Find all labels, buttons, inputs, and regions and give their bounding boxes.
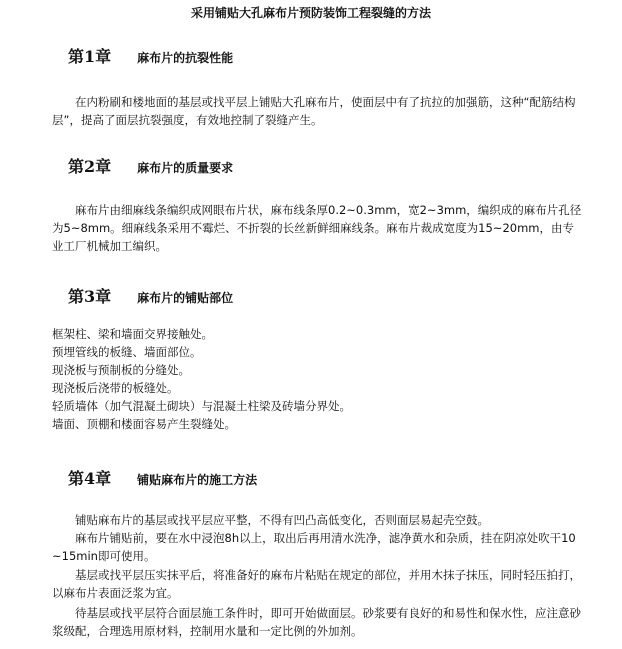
- chapter-4-heading: [68, 466, 257, 489]
- list-item: 墙面、顶棚和楼面容易产生裂缝处。: [52, 417, 236, 431]
- chapter-number: 第2章: [68, 157, 112, 176]
- chapter-number: 第1章: [68, 47, 112, 66]
- chapter-title: 铺贴麻布片的施工方法: [137, 473, 258, 487]
- paragraph: 待基层或找平层符合面层施工条件时，即可开始做面层。砂浆要有良好的和易性和保水性，应注意砂浆级配，合理选用原材料，控制用水量和一定比例的外加剂。: [52, 606, 581, 638]
- location-list: [52, 325, 351, 433]
- paragraph: 铺贴麻布片的基层或找平层应平整，不得有凹凸高低变化，否则面层易起壳空鼓。: [75, 513, 489, 527]
- chapter-3-heading: [68, 284, 233, 307]
- chapter-title: 麻布片的铺贴部位: [137, 291, 234, 305]
- paragraph: 在内粉刷和楼地面的基层或找平层上铺贴大孔麻布片，使面层中有了抗拉的加强筋，这种“配筋结构层”，提高了面层抗裂强度，有效地控制了裂缝产生。: [52, 95, 576, 127]
- chapter-1-heading: [68, 44, 233, 67]
- list-item: 轻质墙体（加气混凝土砌块）与混凝土柱梁及砖墙分界处。: [52, 399, 351, 413]
- paragraph: 麻布片由细麻线条编织成网眼布片状，麻布线条厚0.2~0.3mm，宽2~3mm，编织成的麻布片孔径为5~8mm。细麻线条采用不霉烂、不折裂的长丝新鲜细麻线条。麻布片裁成宽度为15~20mm，由专业工厂机械加工编织。: [52, 203, 582, 253]
- chapter-2-heading: [68, 154, 233, 177]
- list-item: 预埋管线的板缝、墙面部位。: [52, 345, 202, 359]
- list-item: 现浇板与预制板的分缝处。: [52, 363, 190, 377]
- paragraph: 麻布片铺贴前，要在水中浸泡8h以上，取出后再用清水洗净，滤净黄水和杂质，挂在阴凉处吹干10~15min即可使用。: [52, 531, 576, 563]
- paragraph: 基层或找平层压实抹平后，将准备好的麻布片粘贴在规定的部位，并用木抹子抹压，同时轻压拍打，以麻布片表面泛浆为宜。: [52, 568, 581, 600]
- chapter-title: 麻布片的抗裂性能: [137, 51, 234, 65]
- document-title: 采用铺贴大孔麻布片预防装饰工程裂缝的方法: [190, 6, 431, 20]
- list-item: 框架柱、梁和墙面交界接触处。: [52, 327, 213, 341]
- chapter-number: 第4章: [68, 469, 112, 488]
- chapter-title: 麻布片的质量要求: [137, 161, 234, 175]
- chapter-number: 第3章: [68, 287, 112, 306]
- list-item: 现浇板后浇带的板缝处。: [52, 381, 179, 395]
